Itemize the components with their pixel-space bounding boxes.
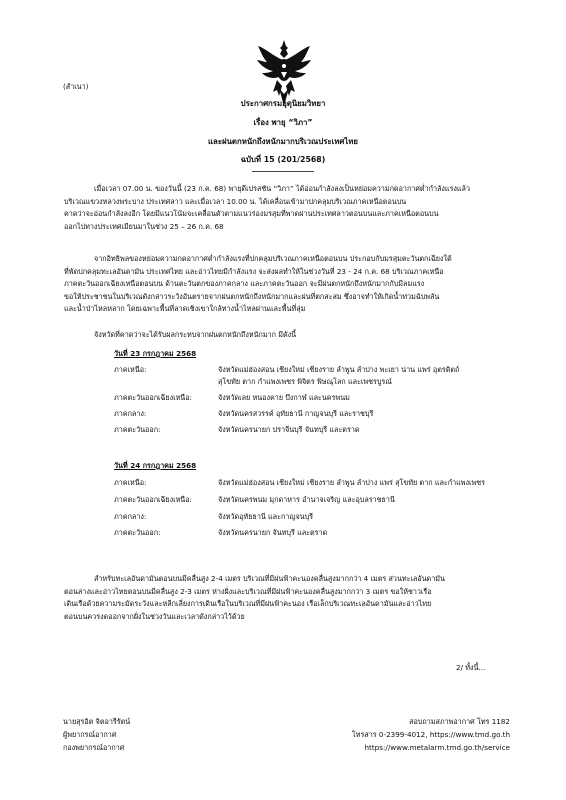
- header-divider: [252, 171, 314, 172]
- paragraph-line: ที่พัดปกคลุมทะเลอันดามัน ประเทศไทย และอ่าวไทยมีกำลังแรง จะส่งผลทำให้ในช่วงวันที่ 23 - 24 ก.ค. 68 บริเวณภาคเหนือ: [64, 266, 444, 276]
- day-1-region-northeast-label: ภาคตะวันออกเฉียงเหนือ:: [114, 393, 192, 402]
- signatory-division: กองพยากรณ์อากาศ: [63, 743, 125, 752]
- paragraph-line: จากอิทธิพลของหย่อมความกดอากาศต่ำกำลังแรงที่ปกคลุมบริเวณภาคเหนือตอนบน ประกอบกับมรสุมตะวันตกเฉียงใต้: [94, 254, 452, 263]
- paragraph-line: ออกไปทางประเทศเมียนมาในช่วง 25 – 26 ก.ค. 68: [64, 221, 224, 231]
- day-1-region-central-label: ภาคกลาง:: [114, 409, 147, 418]
- day-2-region-central-label: ภาคกลาง:: [114, 512, 147, 521]
- day-2-date: วันที่ 24 กรกฎาคม 2568: [114, 461, 197, 470]
- paragraph-line: ตอนบนควรงดออกจากฝั่งในช่วงวันและเวลาดังกล่าวไว้ด้วย: [64, 611, 245, 621]
- announcement-org: ประกาศกรมอุตุนิยมวิทยา: [240, 99, 326, 108]
- contact-phone: สอบถามสภาพอากาศ โทร 1182: [409, 717, 510, 726]
- footer-contact: [336, 715, 510, 754]
- paragraph-line: เมื่อเวลา 07.00 น. ของวันนี้ (23 ก.ค. 68) พายุดีเปรสชัน “วิภา” ได้อ่อนกำลังลงเป็นหย่อมความกดอากาศต่ำกำลังแรงแล้ว: [94, 184, 470, 193]
- day-2-region-central-provinces: จังหวัดอุทัยธานี และกาญจนบุรี: [218, 512, 314, 521]
- day-2-region-east-label: ภาคตะวันออก:: [114, 528, 161, 537]
- day-1-region-north-provinces: [218, 364, 459, 388]
- provinces-intro: จังหวัดที่คาดว่าจะได้รับผลกระทบจากฝนตกหนักถึงหนักมาก มีดังนี้: [94, 330, 297, 339]
- paragraph-line: ขอให้ประชาชนในบริเวณดังกล่าวระวังอันตรายจากฝนตกหนักถึงหนักมากและฝนที่ตกสะสม ซึ่งอาจทำให้เกิดน้ำท่วมฉับพลัน: [64, 291, 440, 301]
- paragraph-line: สำหรับทะเลอันดามันตอนบนมีคลื่นสูง 2-4 เมตร บริเวณที่มีฝนฟ้าคะนองคลื่นสูงมากกว่า 4 เมตร ส่วนทะเลอันดามัน: [94, 574, 445, 583]
- announcement-subject: เรื่อง พายุ “วิภา”: [253, 118, 313, 127]
- day-1-date: วันที่ 23 กรกฎาคม 2568: [114, 349, 197, 358]
- garuda-emblem: [255, 38, 313, 108]
- day-1-region-east-provinces: จังหวัดนครนายก ปราจีนบุรี จันทบุรี และตราด: [218, 425, 360, 434]
- day-1-region-north-label: ภาคเหนือ:: [114, 365, 147, 374]
- day-2-region-east-provinces: จังหวัดนครนายก จันทบุรี และตราด: [218, 528, 328, 537]
- page-continuation: 2/ ทั้งนี้...: [456, 663, 486, 672]
- announcement-subtitle: และฝนตกหนักถึงหนักมากบริเวณประเทศไทย: [208, 137, 358, 146]
- day-2-region-northeast-provinces: จังหวัดนครพนม มุกดาหาร อำนาจเจริญ และอุบลราชธานี: [218, 495, 395, 504]
- paragraph-situation: [64, 183, 470, 233]
- paragraph-line: บริเวณแขวงหลวงพระบาง ประเทศลาว และเมื่อเวลา 10.00 น. ได้เคลื่อนเข้ามาปกคลุมบริเวณภาคเหนือตอนบน: [64, 196, 407, 206]
- day-1-region-east-label: ภาคตะวันออก:: [114, 425, 161, 434]
- day-1-region-northeast-provinces: จังหวัดเลย หนองคาย บึงกาฬ และนครพนม: [218, 393, 350, 402]
- day-2-region-north-label: ภาคเหนือ:: [114, 478, 147, 487]
- day-1-region-central-provinces: จังหวัดนครสวรรค์ อุทัยธานี กาญจนบุรี และราชบุรี: [218, 409, 374, 418]
- paragraph-line: คาดว่าจะอ่อนกำลังลงอีก โดยมีแนวโน้มจะเคลื่อนตัวตามแนวร่องมรสุมที่พาดผ่านประเทศลาวตอนบนและภาคเหนือตอนบน: [64, 209, 439, 218]
- paragraph-line: เดินเรือด้วยความระมัดระวังและหลีกเลี่ยงการเดินเรือในบริเวณที่มีฝนฟ้าคะนอง เรือเล็กบริเวณทะเลอันดามันและอ่าวไทย: [64, 599, 432, 608]
- contact-metalarm-link[interactable]: https://www.metalarm.tmd.go.th/service: [364, 743, 510, 752]
- announcement-issue: ฉบับที่ 15 (201/2568): [240, 155, 326, 164]
- signatory-name: นายสุรอิต จิตอารีรัตน์: [63, 717, 131, 726]
- footer-signatory: [63, 715, 130, 754]
- province-line: จังหวัดแม่ฮ่องสอน เชียงใหม่ เชียงราย ลำพูน ลำปาง พะเยา น่าน แพร่ อุตรดิตถ์: [218, 365, 460, 374]
- paragraph-impact: [64, 253, 452, 316]
- paragraph-marine: [64, 573, 445, 623]
- signatory-title: ผู้พยากรณ์อากาศ: [63, 730, 117, 739]
- province-line: สุโขทัย ตาก กำแพงเพชร พิจิตร พิษณุโลก และเพชรบูรณ์: [218, 377, 392, 386]
- day-2-region-northeast-label: ภาคตะวันออกเฉียงเหนือ:: [114, 495, 192, 504]
- contact-fax-website[interactable]: โทรสาร 0-2399-4012, https://www.tmd.go.th: [351, 730, 510, 739]
- paragraph-line: ภาคตะวันออกเฉียงเหนือตอนบน ด้านตะวันตกของภาคกลาง และภาคตะวันออก จะมีฝนตกหนักถึงหนักมากกับมีลมแรง: [64, 279, 425, 288]
- paragraph-line: และน้ำป่าไหลหลาก โดยเฉพาะพื้นที่ลาดเชิงเขาใกล้ทางน้ำไหลผ่านและพื้นที่ลุ่ม: [64, 304, 306, 313]
- copy-mark: (สำเนา): [63, 82, 89, 91]
- day-2-region-north-provinces: จังหวัดแม่ฮ่องสอน เชียงใหม่ เชียงราย ลำพูน ลำปาง แพร่ สุโขทัย ตาก และกำแพงเพชร: [218, 478, 485, 487]
- paragraph-line: ตอนล่างและอ่าวไทยตอนบนมีคลื่นสูง 2-3 เมตร ห่างฝั่งและบริเวณที่มีฝนฟ้าคะนองคลื่นสูงมากกว่า 3 เมตร ขอให้ชาวเรือ: [64, 586, 432, 596]
